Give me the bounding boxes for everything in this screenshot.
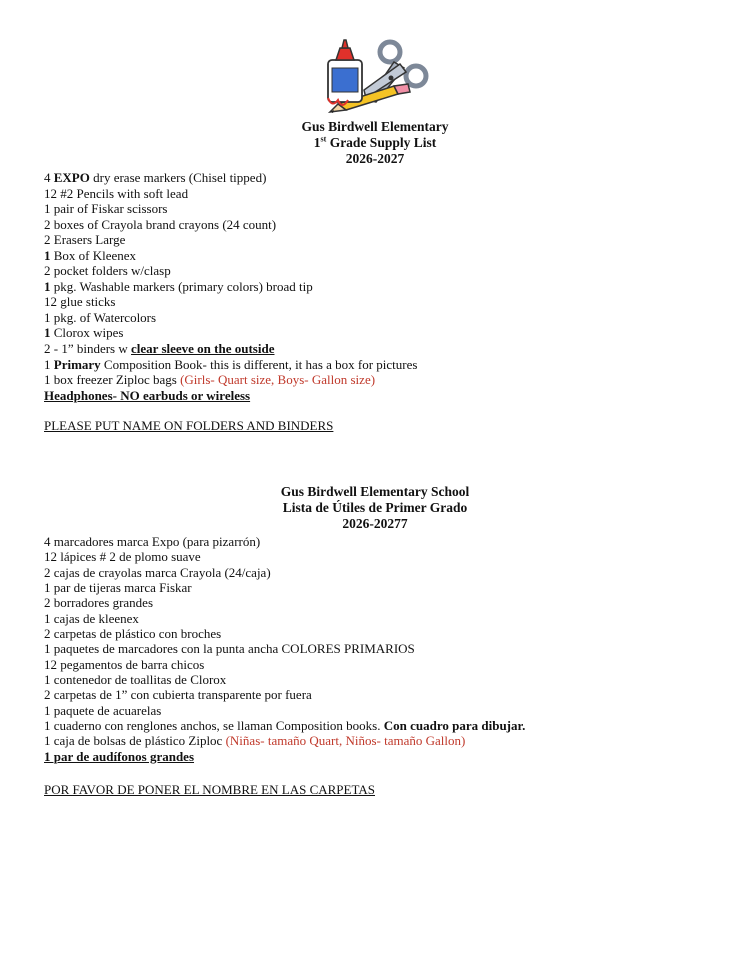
item-text-pre: 1 paquetes de marcadores con la punta ancha COLORES PRIMARIOS	[44, 641, 415, 657]
grade-ordinal: st	[320, 134, 327, 144]
item-text-bold: 1	[44, 247, 51, 263]
item-text-post: Box of Kleenex	[50, 247, 137, 263]
item-text-pre: 1 contenedor de toallitas de Clorox	[44, 672, 227, 688]
item-text-pre: 2 carpetas de plástico con broches	[44, 626, 222, 642]
item-text-bold: 1	[44, 278, 51, 294]
list-item	[44, 672, 724, 687]
list-item	[44, 749, 724, 764]
grade-title-text: Grade Supply List	[326, 135, 437, 150]
item-text-red: (Niñas- tamaño Quart, Niños- tamaño Gallon)	[225, 733, 466, 749]
list-item	[44, 534, 724, 549]
item-text-post: Clorox wipes	[50, 325, 124, 341]
list-item	[44, 263, 724, 279]
list-item	[44, 341, 724, 357]
spanish-supply-list	[44, 534, 724, 764]
item-text-pre: 1 box freezer Ziploc bags	[44, 372, 181, 388]
item-text-bold: Con cuadro para dibujar.	[383, 718, 526, 734]
grade-title	[0, 135, 750, 151]
english-supply-list	[44, 170, 724, 403]
spanish-heading	[0, 484, 750, 532]
item-text-post: dry erase markers (Chisel tipped)	[89, 170, 267, 185]
english-heading	[0, 119, 750, 167]
item-text-pre: 1 cajas de kleenex	[44, 610, 139, 626]
glue-bottle-icon	[328, 40, 362, 105]
list-item	[44, 201, 724, 217]
item-text-pre: 1 caja de bolsas de plástico Ziploc	[44, 733, 226, 749]
list-item	[44, 232, 724, 248]
item-text-bold: EXPO	[53, 170, 90, 185]
item-text-pre: 2 pocket folders w/clasp	[44, 263, 171, 279]
list-item	[44, 626, 724, 641]
item-text-pre: 12 pegamentos de barra chicos	[44, 656, 205, 672]
list-item	[44, 325, 724, 341]
item-text-pre: 1 paquete de acuarelas	[44, 702, 162, 718]
school-name: Gus Birdwell Elementary	[301, 119, 449, 134]
item-text-bold-u: 1 par de audífonos grandes	[44, 748, 195, 764]
list-item	[44, 733, 724, 748]
item-text-post: pkg. Washable markers (primary colors) broad tip	[50, 278, 313, 294]
item-text-pre: 2 Erasers Large	[44, 232, 126, 248]
list-item	[44, 703, 724, 718]
grade-number: 1	[313, 135, 321, 150]
spanish-name-note: POR FAVOR DE PONER EL NOMBRE EN LAS CARPETAS	[44, 782, 375, 797]
item-text-pre: 1 pkg. of Watercolors	[44, 309, 157, 325]
item-text-pre: 1	[44, 356, 54, 372]
item-text-pre: 12 glue sticks	[44, 294, 116, 310]
item-text-pre: 1 cuaderno con renglones anchos, se llaman Composition books.	[44, 718, 384, 734]
item-text-pre: 4 marcadores marca Expo (para pizarrón)	[44, 534, 261, 549]
english-name-note: PLEASE PUT NAME ON FOLDERS AND BINDERS	[44, 418, 334, 433]
item-text-bold: 1	[44, 325, 51, 341]
list-item	[44, 687, 724, 702]
list-item	[44, 294, 724, 310]
list-item	[44, 641, 724, 656]
list-item	[44, 549, 724, 564]
item-text-pre: 2 cajas de crayolas marca Crayola (24/caja)	[44, 564, 271, 580]
list-item	[44, 372, 724, 388]
item-text-pre: 1 par de tijeras marca Fiskar	[44, 580, 192, 596]
list-item	[44, 388, 724, 404]
item-text-pre: 2 borradores grandes	[44, 595, 154, 611]
list-item	[44, 186, 724, 202]
list-item	[44, 279, 724, 295]
school-year: 2026-2027	[345, 151, 405, 166]
item-text-pre: 12 #2 Pencils with soft lead	[44, 185, 189, 201]
list-title-spanish: Lista de Útiles de Primer Grado	[282, 500, 468, 515]
list-item	[44, 170, 724, 186]
item-text-red: (Girls- Quart size, Boys- Gallon size)	[180, 372, 376, 388]
list-item	[44, 248, 724, 264]
item-text-pre: 2 boxes of Crayola brand crayons (24 count)	[44, 216, 277, 232]
list-item	[44, 565, 724, 580]
item-text-pre: 2 - 1” binders w	[44, 341, 132, 357]
item-text-pre: 4	[44, 170, 54, 185]
list-item	[44, 217, 724, 233]
item-text-bold-u: Headphones- NO earbuds or wireless	[44, 387, 251, 403]
list-item	[44, 657, 724, 672]
list-item	[44, 595, 724, 610]
item-text-pre: 1 pair of Fiskar scissors	[44, 201, 168, 217]
school-supplies-clipart-icon	[318, 38, 438, 118]
list-item	[44, 611, 724, 626]
list-item	[44, 357, 724, 373]
list-item	[44, 580, 724, 595]
item-text-bold-u: clear sleeve on the outside	[131, 341, 275, 357]
item-text-pre: 2 carpetas de 1” con cubierta transparente por fuera	[44, 687, 312, 703]
list-item	[44, 718, 724, 733]
school-name-spanish: Gus Birdwell Elementary School	[280, 484, 470, 499]
item-text-post: Composition Book- this is different, it has a box for pictures	[100, 356, 418, 372]
school-year-spanish: 2026-20277	[342, 516, 408, 531]
list-item	[44, 310, 724, 326]
item-text-pre: 12 lápices # 2 de plomo suave	[44, 549, 201, 565]
item-text-bold: Primary	[53, 356, 101, 372]
